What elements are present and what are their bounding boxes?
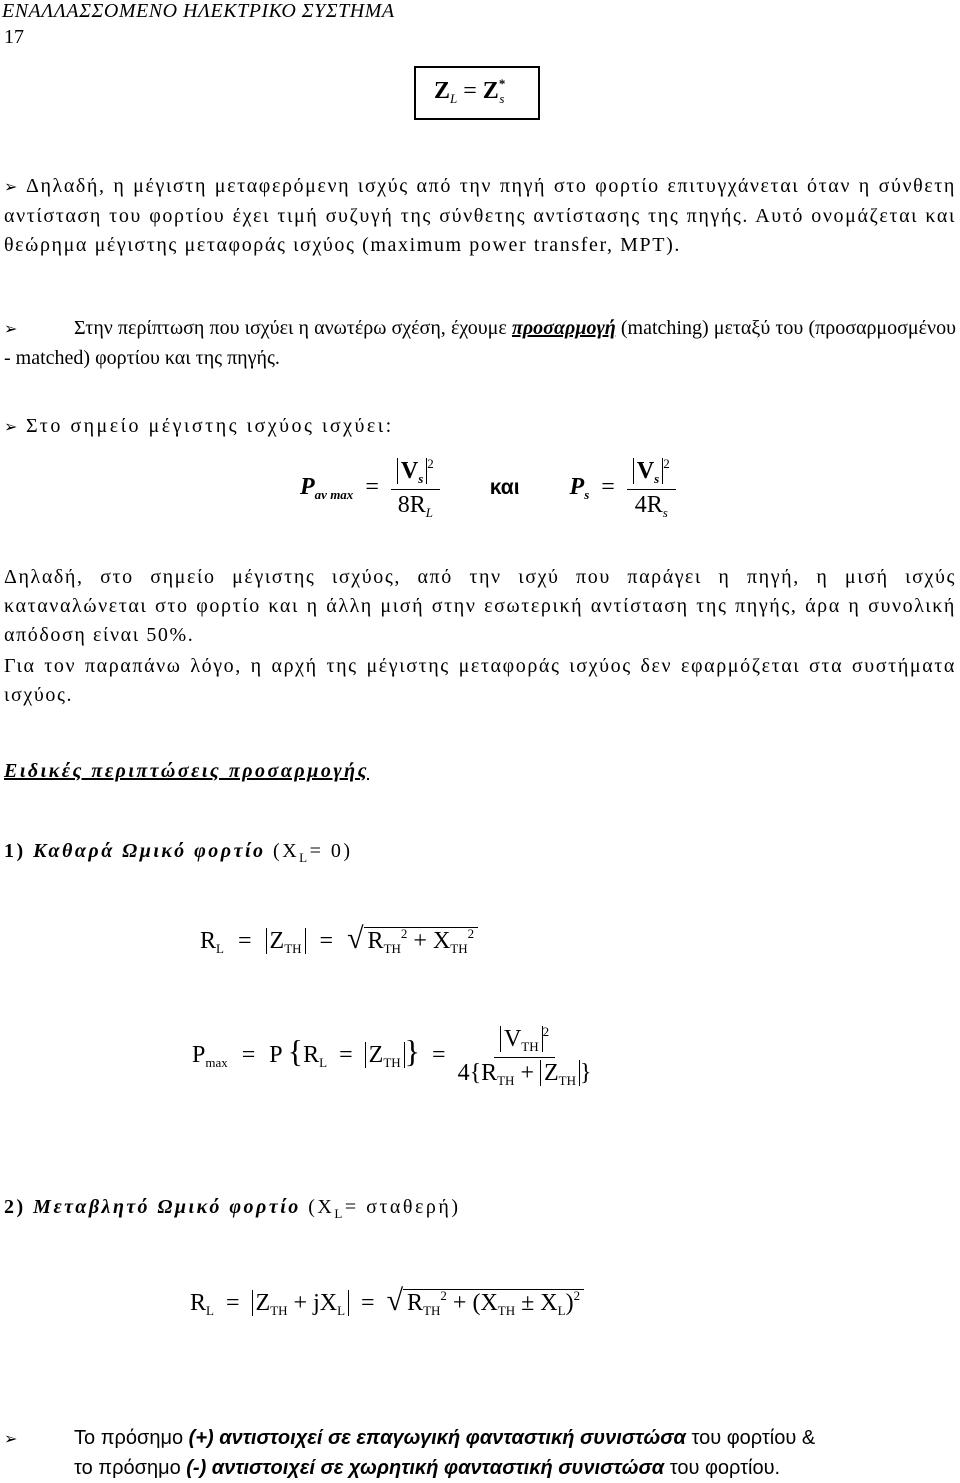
paragraph-efficiency: Δηλαδή, στο σημείο μέγιστης ισχύος, από την ισχύ που παράγει η πηγή, η μισή ισχύς καταναλώνεται στο φορτίο και η άλλη μισή στην εσωτερική αντίσταση της πηγής, άρα η συνολική απόδοση είναι 50%.: [4, 566, 956, 646]
sign-line2-emph: (-) αντιστοιχεί σε χωρητική φανταστική συνιστώσα: [186, 1457, 665, 1479]
p1-open-brace: {: [287, 1033, 304, 1070]
den2-4r: 4R: [634, 492, 663, 518]
rl2-paren-close: ): [565, 1290, 574, 1316]
paragraph-max-power-point: [4, 412, 956, 442]
case2-condition-end: = σταθερή): [344, 1196, 461, 1218]
sqrt-radical: √ $R_{TH}^2 + X_{TH}^2$: [347, 922, 478, 957]
rl2-paren-sub: TH: [497, 1303, 516, 1318]
case1-condition: (X: [273, 840, 300, 862]
rl2-r: R: [407, 1290, 424, 1316]
den-8r-sub: L: [425, 505, 433, 520]
rl2-jx-sub: L: [337, 1303, 346, 1318]
rl-x: X: [432, 928, 451, 954]
den2-4r-sub: s: [662, 505, 668, 520]
document-header-title: ΕΝΑΛΛΑΣΣΟΜΕΝΟ ΗΛΕΚΤΡΙΚΟ ΣΥΣΤΗΜΑ: [2, 0, 395, 22]
rl-r-sup: 2: [400, 926, 408, 941]
rl2-eq: =: [225, 1290, 240, 1316]
p1-close-brace: }: [404, 1033, 421, 1070]
rl2-plus2: +: [452, 1290, 467, 1316]
paragraph-matching-after: (matching) μεταξύ του (προσαρμοσμένου - matched) φορτίου και της πηγής.: [4, 317, 956, 369]
sign-line1-before: Το πρόσημο: [74, 1427, 189, 1449]
paragraph-mpt: [4, 172, 956, 260]
fraction-pmax: [458, 1024, 592, 1089]
p1-z-sub: TH: [383, 1055, 401, 1071]
p1-den-pre: 4{R: [457, 1060, 498, 1086]
p1-den-z-sub: TH: [558, 1073, 576, 1088]
rl2-pm: ±: [521, 1290, 535, 1316]
term-matching: προσαρμογή: [511, 317, 616, 339]
paragraph-sign-meaning: [4, 1424, 956, 1483]
p1-lhs-sub: max: [205, 1055, 228, 1071]
rl2-z: Z: [255, 1290, 271, 1316]
p1-den-z: Z: [543, 1060, 559, 1086]
formula-lhs2-sub: s: [584, 487, 590, 503]
p1-num-v-sub: TH: [521, 1039, 539, 1054]
rl2-z-sub: TH: [270, 1303, 288, 1318]
formula-lhs-sub: av max: [314, 487, 354, 503]
rl-r: R: [367, 928, 384, 954]
sign-line2-after: του φορτίου.: [664, 1457, 781, 1479]
rl2-jx: jX: [313, 1290, 338, 1316]
rl2-sq: 2: [573, 1288, 581, 1303]
rl2-r-sub: TH: [423, 1303, 441, 1318]
p1-num-v-sup: 2: [542, 1024, 550, 1039]
rl-r-sub: TH: [383, 941, 401, 956]
den-8r: 8R: [397, 492, 426, 518]
num-v-sup: 2: [427, 456, 434, 471]
p1-z: Z: [368, 1042, 384, 1069]
rl-mag-z: Z: [269, 928, 285, 954]
formula-pmax-case1: [192, 1024, 592, 1089]
rl2-x-sub: L: [557, 1303, 566, 1318]
case2-condition: (X: [308, 1196, 335, 1218]
formula-conjunction: και: [489, 476, 520, 500]
paragraph-matching-before: Στην περίπτωση που ισχύει η ανωτέρω σχέση, έχουμε: [74, 317, 512, 339]
rl2-eq2: =: [361, 1290, 375, 1316]
rl2-paren: (X: [472, 1290, 498, 1316]
case1-condition-end: = 0): [309, 840, 353, 862]
eq-rhs: Z: [482, 78, 499, 104]
p1-eq2: =: [432, 1042, 446, 1069]
boxed-equation: [414, 66, 540, 120]
p1-num-v: V: [503, 1026, 522, 1052]
rl-mag-z-sub: TH: [284, 941, 302, 956]
rl-lhs: R: [200, 928, 217, 954]
eq-lhs-sub: L: [450, 91, 458, 106]
case1-title: Καθαρά Ωμικό φορτίο: [33, 840, 266, 862]
formula-eq2: =: [601, 474, 615, 501]
formula-eq: =: [365, 474, 379, 501]
case1-heading: [4, 840, 353, 866]
rl2-r-sup: 2: [440, 1288, 447, 1303]
paragraph-power-systems: Για τον παραπάνω λόγο, η αρχή της μέγιστης μεταφοράς ισχύος δεν εφαρμόζεται στα συστήματα ισχύος.: [4, 655, 956, 706]
formula-max-power: [300, 456, 676, 521]
arrow-bullet-icon: ➢: [4, 419, 20, 436]
rl2-lhs: R: [190, 1290, 207, 1316]
p1-r: R: [303, 1042, 320, 1069]
fraction-source-power: [627, 456, 676, 521]
eq-sign: =: [463, 78, 477, 104]
sqrt-radical-2: √ $R_{TH}^2 + (X_{TH} \pm X_L)^2$: [387, 1284, 585, 1319]
sign-line1-after: του φορτίου &: [685, 1427, 816, 1449]
case2-number: 2): [4, 1196, 26, 1218]
sign-line1-emph: (+) αντιστοιχεί σε επαγωγική φανταστική συνιστώσα: [188, 1427, 686, 1449]
p1-p: P: [269, 1042, 282, 1069]
page-number: 17: [4, 26, 24, 48]
num2-v-sup: 2: [663, 456, 670, 471]
formula-lhs2: P: [569, 474, 585, 501]
eq-rhs-sub: s: [499, 91, 505, 106]
rl-lhs-sub: L: [216, 941, 224, 956]
rl-eq2: =: [319, 928, 334, 954]
arrow-bullet-icon: ➢: [4, 179, 20, 196]
p1-r-sub: L: [319, 1055, 328, 1071]
eq-rhs-sup: *: [498, 76, 506, 91]
formula-lhs: P: [300, 474, 315, 501]
p1-den-sub: TH: [497, 1073, 515, 1088]
case2-title: Μεταβλητό Ωμικό φορτίο: [33, 1196, 301, 1218]
num-v-sub: s: [418, 471, 424, 486]
rl2-lhs-sub: L: [206, 1303, 214, 1318]
paragraph-matching: [4, 314, 956, 373]
fraction-max-power: [391, 456, 440, 521]
formula-rl-case2: [190, 1284, 584, 1319]
sign-line2-before: το πρόσημο: [74, 1457, 187, 1479]
num2-v-sub: s: [654, 471, 660, 486]
num-v: V: [400, 458, 419, 484]
rl2-plus: +: [293, 1290, 308, 1316]
arrow-bullet-icon: ➢: [4, 1431, 18, 1448]
rl2-x: X: [540, 1290, 558, 1316]
p1-eq-inner: =: [339, 1042, 353, 1069]
rl-eq: =: [237, 928, 252, 954]
case2-condition-sub: L: [334, 1206, 345, 1221]
rl-x-sup: 2: [467, 926, 475, 941]
case2-heading: [4, 1196, 460, 1222]
case1-condition-sub: L: [299, 850, 310, 865]
case1-number: 1): [4, 840, 26, 862]
rl-x-sub: TH: [450, 941, 468, 956]
p1-eq: =: [241, 1042, 256, 1069]
num2-v: V: [636, 458, 655, 484]
p1-den-plus: +: [520, 1060, 534, 1086]
p1-den-close: }: [580, 1060, 592, 1086]
p1-lhs: P: [192, 1042, 206, 1069]
paragraph-max-power-text: Στο σημείο μέγιστης ισχύος ισχύει:: [26, 415, 394, 437]
formula-rl-case1: [200, 922, 478, 957]
arrow-bullet-icon: ➢: [4, 321, 18, 338]
eq-lhs: Z: [434, 78, 451, 104]
section-heading-special-cases: Ειδικές περιπτώσεις προσαρμογής: [4, 760, 370, 782]
rl-plus: +: [413, 928, 427, 954]
paragraph-mpt-text: Δηλαδή, η μέγιστη μεταφερόμενη ισχύς από την πηγή στο φορτίο επιτυγχάνεται όταν η σύνθετη αντίσταση του φορτίου έχει τιμή συζυγή της σύνθετης αντίστασης της πηγής. Αυτό ονομάζεται και θεώρημα μέγιστης μεταφοράς ισχύος (maximum power transfer, MPT).: [4, 175, 956, 256]
